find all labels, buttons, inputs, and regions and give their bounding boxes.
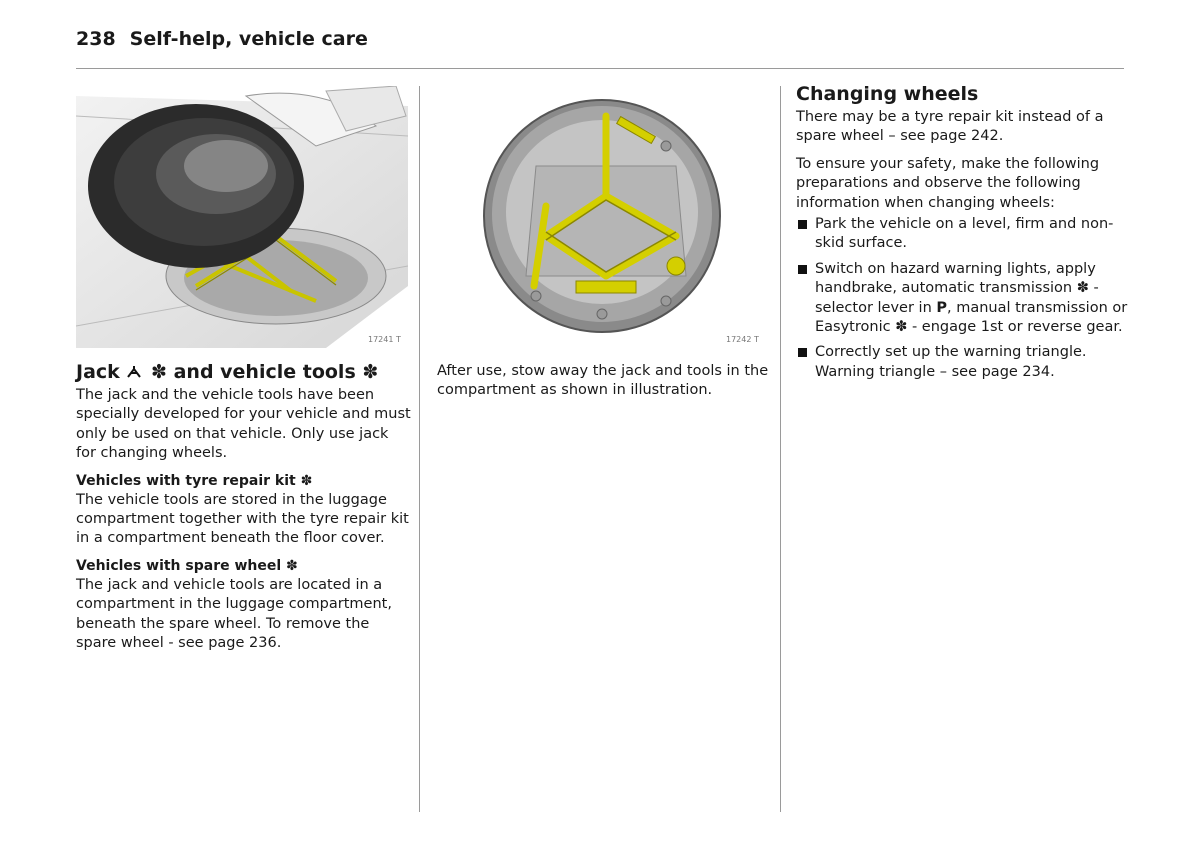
changing-wheels-heading: Changing wheels [796, 83, 979, 105]
column-divider-2 [780, 86, 781, 812]
tyre-repair-kit-paragraph: The vehicle tools are stored in the luggage compartment together with the tyre repair kit in a compartment beneath the floor cover. [76, 491, 409, 547]
option-symbol: ✽ [151, 361, 167, 383]
figure-number-1: 17241 T [368, 335, 401, 344]
jack-tray-illustration [436, 86, 768, 348]
spare-wheel-paragraph: The jack and vehicle tools are located in a compartment in the luggage compartment, beneath the spare wheel. To remove the spare wheel - see page 236. [76, 576, 392, 652]
section-title: Self-help, vehicle care [129, 28, 368, 50]
selector-p: P [936, 299, 948, 316]
jack-paragraph: The jack and the vehicle tools have been specially developed for your vehicle and must only be used on that vehicle. Only use jack for changing wheels. [76, 387, 411, 462]
spare-wheel-illustration [76, 86, 408, 348]
jack-heading-text: Jack [76, 361, 120, 383]
option-symbol: ✽ [362, 361, 379, 383]
jack-icon [126, 361, 144, 375]
subheading-tyre-repair-kit [76, 472, 411, 491]
changing-wheels-intro: There may be a tyre repair kit instead of a spare wheel – see page 242. [796, 109, 1104, 145]
option-symbol: ✽ [895, 319, 908, 336]
bullet-item [796, 215, 1131, 254]
bullet-text-part: - engage 1st or reverse gear. [911, 319, 1123, 336]
option-symbol: ✽ [300, 472, 313, 489]
option-symbol: ✽ [286, 557, 298, 574]
bullet-square-icon [798, 348, 807, 357]
column-1 [76, 360, 411, 661]
subheading-spare-wheel-text: Vehicles with spare wheel [76, 557, 282, 574]
option-symbol: ✽ [1076, 280, 1089, 297]
bullet-text-part: , manual transmission or Easytronic [815, 299, 1128, 336]
subheading-spare-wheel [76, 557, 411, 576]
column-divider-1 [419, 86, 420, 812]
page-header [76, 28, 368, 58]
bullet-text-part: Switch on hazard warning lights, apply handbrake, automatic transmission [815, 260, 1096, 297]
subheading-tyre-repair-kit-text: Vehicles with tyre repair kit [76, 472, 296, 489]
bullet-square-icon [798, 220, 807, 229]
bullet-text-part: - selector lever in [815, 280, 1099, 316]
page-number: 238 [76, 28, 116, 50]
bullet-square-icon [798, 265, 807, 274]
stow-paragraph: After use, stow away the jack and tools in the compartment as shown in illustration. [437, 363, 769, 399]
column-2 [437, 362, 772, 409]
bullet-item [796, 260, 1131, 338]
figure-number-2: 17242 T [726, 335, 759, 344]
bullet-item [796, 343, 1131, 382]
jack-heading-mid: and vehicle tools [173, 361, 356, 383]
header-rule [76, 68, 1124, 69]
bullet-text: Park the vehicle on a level, firm and non-skid surface. [815, 216, 1114, 252]
column-3 [796, 82, 1131, 388]
jack-heading [76, 360, 411, 384]
bullet-text: Correctly set up the warning triangle. Warning triangle – see page 234. [815, 344, 1087, 380]
bullet-text [815, 260, 1131, 338]
changing-wheels-preparations: To ensure your safety, make the following preparations and observe the following information when changing wheels: [796, 155, 1100, 211]
